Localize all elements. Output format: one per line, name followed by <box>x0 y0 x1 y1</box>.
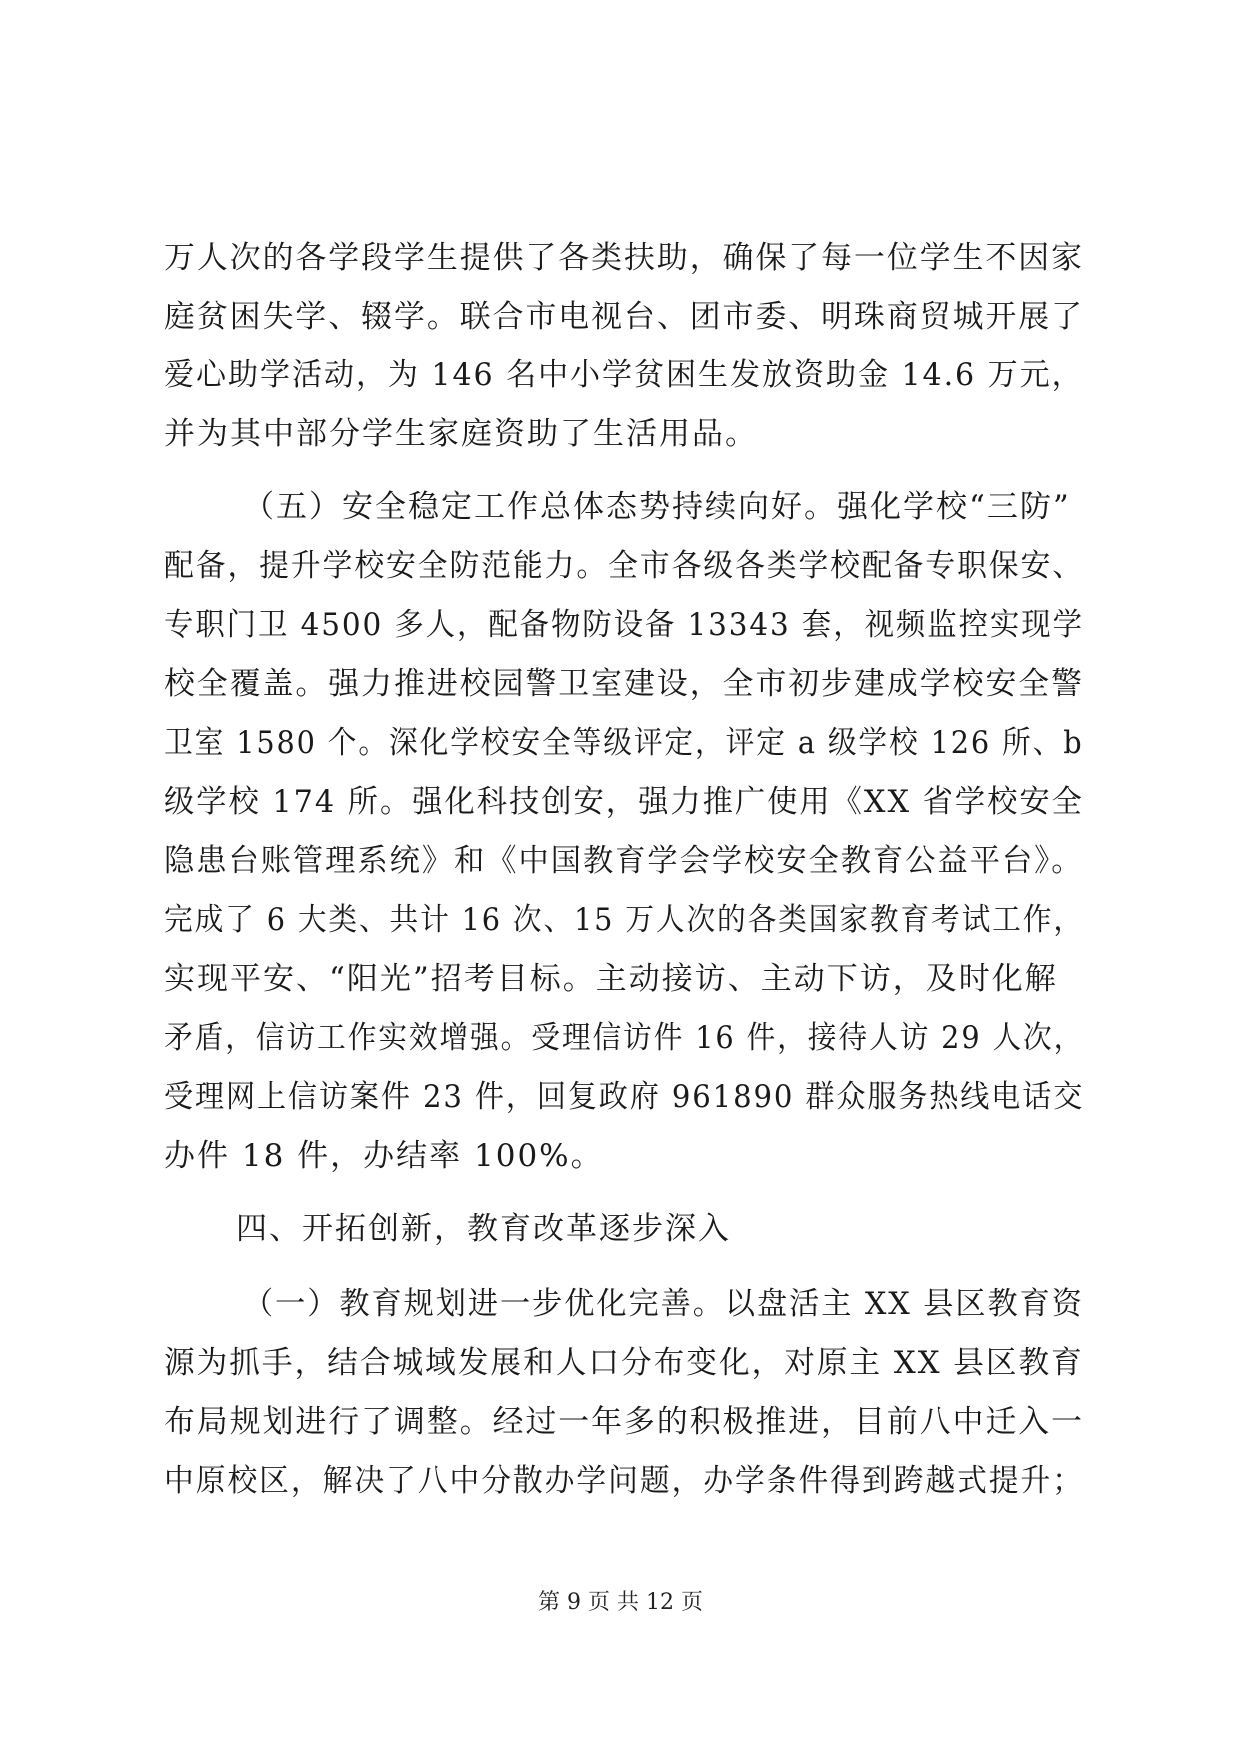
body-line: 万人次的各学段学生提供了各类扶助，确保了每一位学生不因家 <box>164 240 1085 276</box>
body-line: 中原校区，解决了八中分散办学问题，办学条件得到跨越式提升； <box>164 1463 1084 1499</box>
chapter-heading: 四、开拓创新，教育改革逐步深入 <box>236 1211 731 1247</box>
body-line: 矛盾，信访工作实效增强。受理信访件 16 件，接待人访 29 人次， <box>164 1020 1085 1056</box>
body-line: 卫室 1580 个。深化学校安全等级评定，评定 a 级学校 126 所、b <box>164 725 1084 761</box>
body-line: 受理网上信访案件 23 件，回复政府 961890 群众服务热线电话交 <box>164 1079 1085 1115</box>
body-line: 办件 18 件，办结率 100%。 <box>164 1138 604 1174</box>
body-line: 配备，提升学校安全防范能力。全市各级各类学校配备专职保安、 <box>164 548 1084 584</box>
body-line: 专职门卫 4500 多人，配备物防设备 13343 套，视频监控实现学 <box>164 607 1084 643</box>
body-line: 布局规划进行了调整。经过一年多的积极推进，目前八中迁入一 <box>164 1404 1085 1440</box>
section-heading-line: （五）安全稳定工作总体态势持续向好。强化学校“三防” <box>243 489 1071 525</box>
body-line: 并为其中部分学生家庭资助了生活用品。 <box>164 416 758 452</box>
body-line: 实现平安、“阳光”招考目标。主动接访、主动下访，及时化解 <box>164 961 1058 997</box>
body-line: 级学校 174 所。强化科技创安，强力推广使用《XX 省学校安全 <box>164 784 1084 820</box>
body-line: 源为抓手，结合城域发展和人口分布变化，对原主 XX 县区教育 <box>164 1345 1084 1381</box>
page-number-footer: 第 9 页 共 12 页 <box>538 1590 703 1615</box>
body-line: 完成了 6 大类、共计 16 次、15 万人次的各类国家教育考试工作， <box>164 902 1084 938</box>
body-line: 庭贫困失学、辍学。联合市电视台、团市委、明珠商贸城开展了 <box>164 299 1085 335</box>
body-line: 爱心助学活动，为 146 名中小学贫困生发放资助金 14.6 万元， <box>164 357 1084 393</box>
body-line: 隐患台账管理系统》和《中国教育学会学校安全教育公益平台》。 <box>164 843 1084 879</box>
body-line: 校全覆盖。强力推进校园警卫室建设，全市初步建成学校安全警 <box>164 666 1085 702</box>
section-heading-line: （一）教育规划进一步优化完善。以盘活主 XX 县区教育资 <box>243 1286 1084 1322</box>
